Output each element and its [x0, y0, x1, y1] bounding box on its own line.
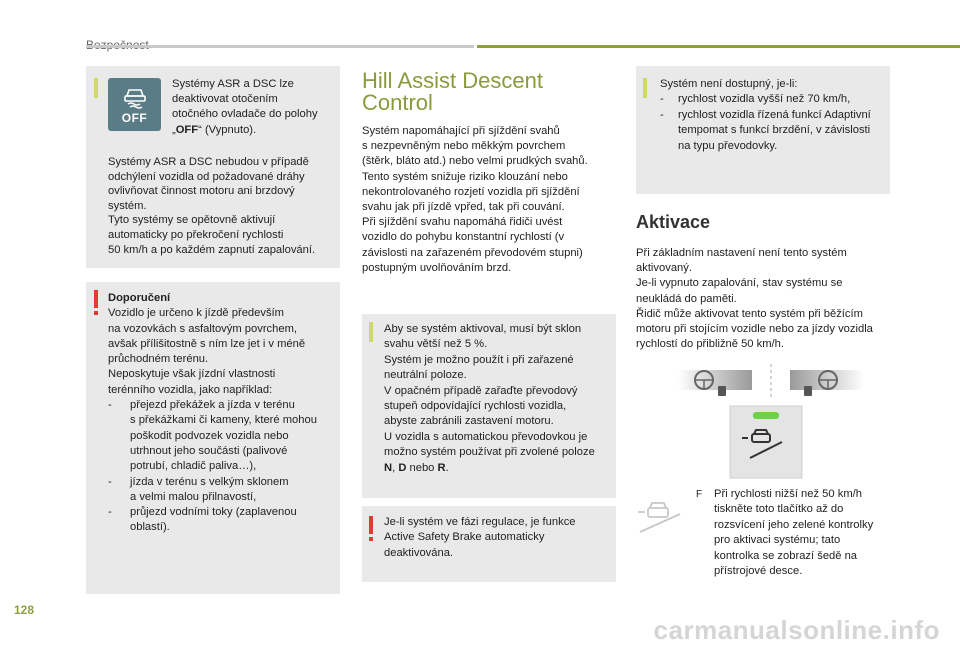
gear-positions: N, D nebo R. [384, 461, 449, 474]
activation-body: Při základním nastavení není tento systém aktivovaný. Je-li vypnuto zapalování, stav systému se neukládá do paměti. Řidič může aktivovat tento systém při běžícím motoru při stojícím vozidle nebo za jízdy vozidla rychlostí do přibližně 50 km/h. [636, 247, 873, 351]
unavailable-box-text: Systém není dostupný, je-li: - rychlost vozidla vyšší než 70 km/h, - rychlost vozidla řízená funkcí Adaptivní tempomat s funkcí brzdění, v závislosti na typu převodovky. [660, 77, 888, 154]
intro-line-off: „OFF“ (Vypnuto). [172, 123, 257, 136]
info-marker [643, 78, 647, 98]
asr-dsc-intro [172, 77, 337, 138]
info-marker [369, 322, 373, 342]
body-line: odchýlení vozidla od požadované dráhy [108, 170, 305, 183]
info-marker [94, 78, 98, 98]
warning-marker-dot [369, 537, 373, 541]
header-rule-green [477, 45, 960, 48]
car-skid-icon [122, 85, 148, 109]
rec-line: avšak přílišitostně s ním lze jet i v méně [108, 337, 306, 350]
hill-assist-title: Hill Assist Descent Control [362, 68, 543, 115]
body-line: Systémy ASR a DSC nebudou v případě [108, 156, 309, 168]
hill-assist-body: Systém napomáhající při sjíždění svahů s nezpevněným nebo měkkým povrchem (štěrk, bláto atd.) nebo velmi prudkých svahů. Tento systém snižuje riziko klouzání nebo nekontrolovaného rozjetí vozidla při sjíždění svahu jak při jízdě vpřed, tak při couvání. Při sjíždění svahu napomáhá řidiči uvést vozidlo do pohybu konstantní rychlostí (v závislosti na zařazeném převodovém stupni) postupným uvolňováním brzd. [362, 125, 588, 274]
rec-line: terénního vozidla, jako například: [108, 383, 273, 396]
unavailable-item: - rychlost vozidla řízená funkcí Adaptivní tempomat s funkcí brzdění, v závislosti na typu převodovky. [660, 108, 871, 152]
dashboard-illustration [678, 362, 864, 482]
header-rule-grey [86, 45, 474, 48]
warning-marker [369, 516, 373, 534]
body-line: automaticky po překročení rychlosti [108, 228, 284, 241]
activation-title: Aktivace [636, 212, 711, 232]
warning-box-text: Je-li systém ve fázi regulace, je funkce Active Safety Brake automaticky deaktivována. [384, 516, 576, 559]
recommendation-title: Doporučení [108, 292, 171, 304]
info-box-text: Aby se systém aktivoval, musí být sklon svahu větší než 5 %. Systém je možno použít i při zařazené neutrální poloze. V opačném případě zařaďte převodový stupeň odpovídající rychlosti vozidla, abyste zabránili zastavení motoru. U vozidla s automatickou převodovkou je možno systém používat při zvolené poloze N, D nebo R. [384, 322, 614, 476]
watermark: carmanualsonline.info [653, 615, 940, 645]
intro-line: Systémy ASR a DSC lze [172, 78, 294, 90]
unavailable-item: - rychlost vozidla vyšší než 70 km/h, [660, 93, 851, 106]
warning-marker-dot [94, 311, 98, 315]
warning-marker [94, 290, 98, 308]
rec-line: na vozovkách s asfaltovým povrchem, [108, 322, 298, 335]
body-line: ovlivňovat činnost motoru ani brzdový [108, 185, 295, 198]
asr-dsc-body [108, 155, 340, 257]
activation-instruction: Při rychlosti nižší než 50 km/h tiskněte toto tlačítko až do rozsvícení jeho zelené kontrolky pro aktivaci systému; tato kontrolka se zobrazí šedě na přístrojové desce. [714, 488, 874, 578]
console-diagram [678, 362, 864, 482]
body-line: Tyto systémy se opětovně aktivují [108, 214, 276, 227]
intro-line: otočného ovladače do polohy [172, 108, 318, 121]
hill-descent-icon [636, 500, 686, 536]
rec-line: průchodném terénu. [108, 353, 209, 366]
page-number: 128 [14, 603, 35, 617]
asr-off-button-icon [108, 78, 161, 131]
body-line: systém. [108, 199, 147, 212]
recommendation-text [108, 291, 338, 536]
body-line: 50 km/h a po každém zapnutí zapalování. [108, 243, 316, 256]
intro-line: deaktivovat otočením [172, 93, 278, 106]
rec-list-item: - jízda v terénu s velkým sklonem a velmi malou přilnavostí, [108, 475, 289, 503]
off-label: OFF [121, 110, 148, 125]
rec-line: Neposkytuje však jízdní vlastnosti [108, 368, 276, 381]
activation-bullet: F [696, 489, 703, 500]
rec-list-item: - průjezd vodními toky (zaplavenou oblastí). [108, 506, 297, 534]
rec-line: Vozidlo je určeno k jízdě především [108, 307, 284, 320]
rec-list-item: - přejezd překážek a jízda v terénu s překážkami či kameny, které mohou poškodit podvozek vozidla nebo utrhnout jeho součásti (palivové potrubí, chladič paliva…), [108, 399, 317, 473]
